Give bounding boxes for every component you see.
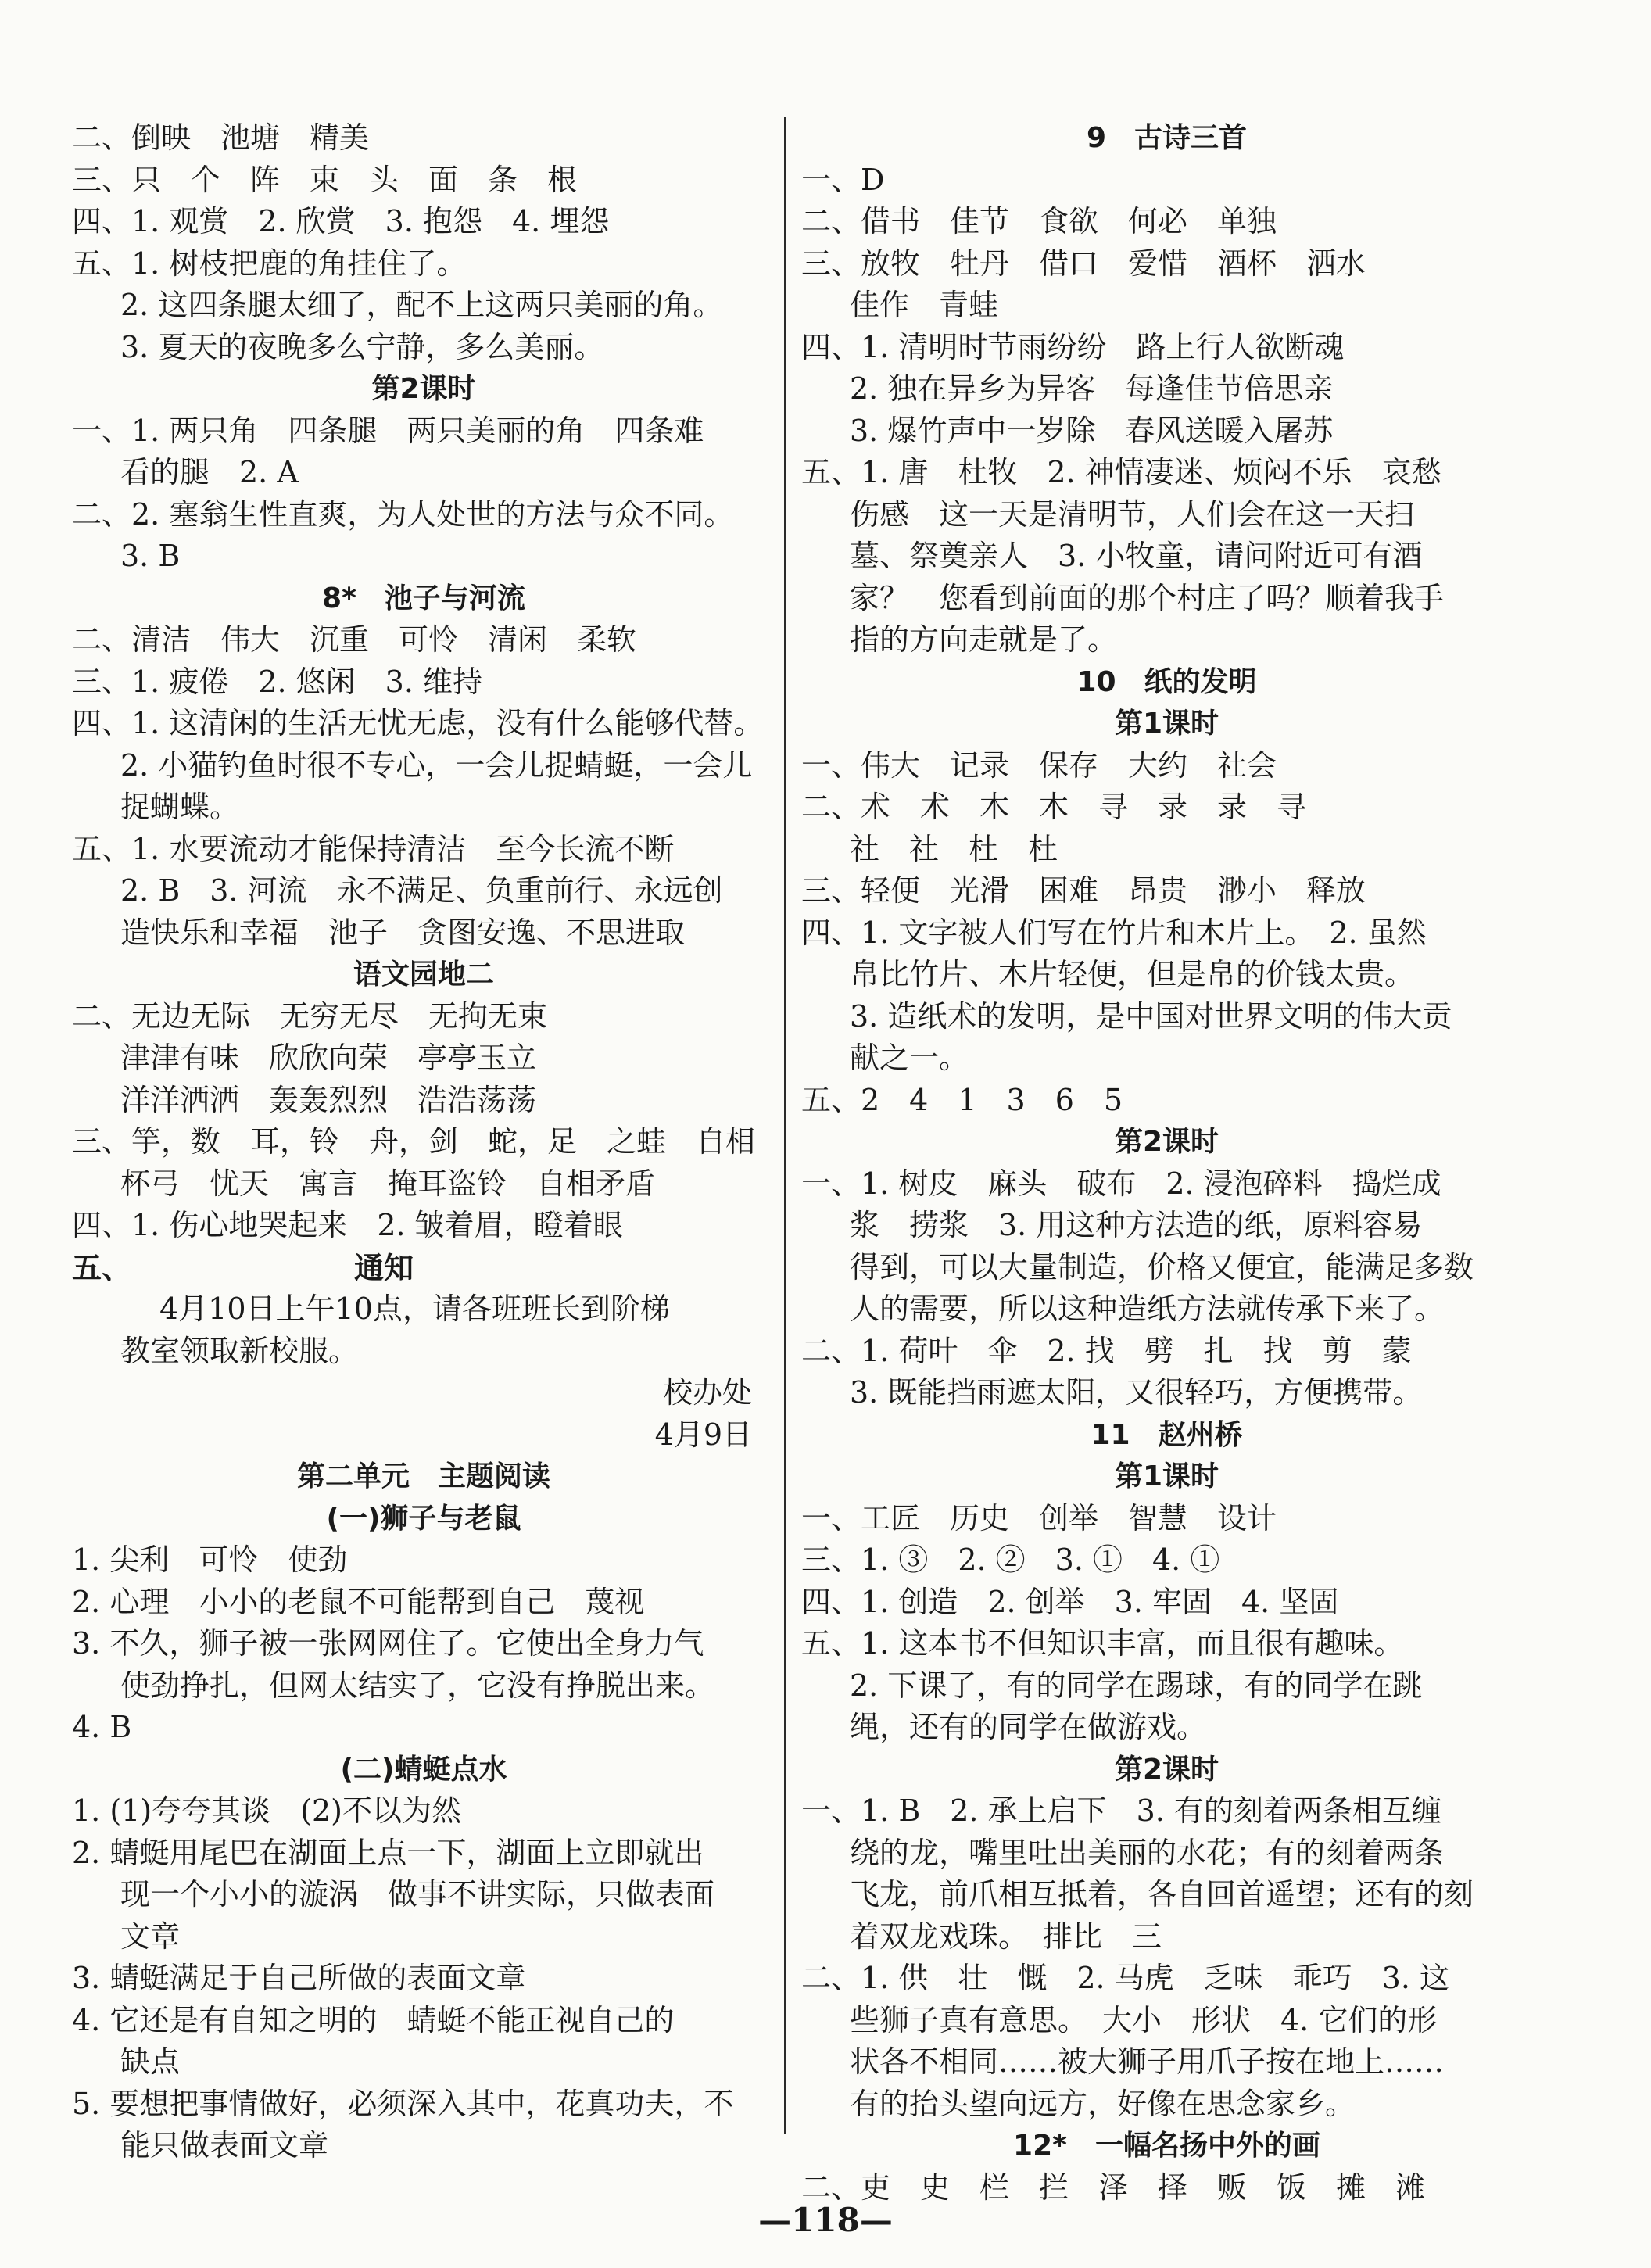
answer-line: 家？ 您看到前面的那个村庄了吗？顺着我手 [850,580,1445,615]
answer-line: 佳作 青蛙 [850,288,999,322]
answer-line: 四、1. 文字被人们写在竹片和木片上。 2. 虽然 [801,915,1427,950]
answer-line: 使劲挣扎，但网太结实了，它没有挣脱出来。 [120,1668,715,1703]
answer-line: 3. 夏天的夜晚多么宁静，多么美丽。 [120,329,604,364]
answer-line: 二、1. 荷叶 伞 2. 找 劈 扎 找 剪 蒙 [801,1333,1412,1368]
answer-line: 一、1. 两只角 四条腿 两只美丽的角 四条难 [72,413,704,448]
answer-line: 社 社 杜 杜 [850,831,1058,866]
answer-line: 2. 蜻蜓用尾巴在湖面上点一下，湖面上立即就出 [72,1835,704,1870]
answer-line: 二、1. 供 壮 慨 2. 马虎 乏味 乖巧 3. 这 [801,1961,1450,1995]
answer-line: 墓、祭奠亲人 3. 小牧童，请问附近可有酒 [850,539,1423,573]
answer-line: 五、1. 这本书不但知识丰富，而且很有趣味。 [801,1626,1404,1661]
answer-line: 五、 通知 [72,1249,414,1285]
section-heading: 第2课时 [1114,1753,1219,1786]
answer-line: 状各不相同……被大狮子用爪子按在地上…… [850,2044,1445,2079]
section-heading: 8* 池子与河流 [322,582,525,614]
answer-line: 4月10日上午10点，请各班班长到阶梯 [159,1292,670,1326]
section-heading: (二)蜻蜓点水 [340,1753,507,1786]
answer-line: 四、1. 观赏 2. 欣赏 3. 抱怨 4. 埋怨 [72,204,610,238]
answer-line: 绕的龙，嘴里吐出美丽的水花；有的刻着两条 [850,1835,1445,1870]
answer-line: 4. 它还是有自知之明的 蜻蜓不能正视自己的 [72,2002,675,2037]
section-heading: 语文园地二 [353,958,494,991]
answer-line: 2. 心理 小小的老鼠不可能帮到自己 蔑视 [72,1584,645,1619]
answer-line: 2. 这四条腿太细了，配不上这两只美丽的角。 [120,288,723,322]
answer-line: 绳，还有的同学在做游戏。 [850,1710,1207,1744]
answer-line: 帛比竹片、木片轻便，但是帛的价钱太贵。 [850,957,1415,991]
answer-line: 二、借书 佳节 食欲 何必 单独 [801,204,1277,238]
answer-line: 三、轻便 光滑 困难 昂贵 渺小 释放 [801,873,1366,908]
answer-line: 2. B 3. 河流 永不满足、负重前行、永远创 [120,873,723,908]
answer-line: 造快乐和幸福 池子 贪图安逸、不思进取 [120,915,686,950]
answer-line: 有的抬头望向远方，好像在思念家乡。 [850,2086,1356,2121]
right-column [801,117,1532,2209]
answer-line: 二、无边无际 无穷无尽 无拘无束 [72,998,548,1034]
answer-line: 1. (1)夸夸其谈 (2)不以为然 [72,1793,461,1828]
answer-line: 二、2. 塞翁生性直爽，为人处世的方法与众不同。 [72,496,734,532]
answer-line: 四、1. 清明时节雨纷纷 路上行人欲断魂 [801,329,1345,364]
answer-line: 二、清洁 伟大 沉重 可怜 清闲 柔软 [72,622,637,657]
answer-line: 三、1. 疲倦 2. 悠闲 3. 维持 [72,664,483,699]
answer-line: 4月9日 [654,1417,752,1452]
answer-line: 缺点 [120,2044,181,2079]
section-heading: 9 古诗三首 [1086,122,1248,154]
answer-line: 能只做表面文章 [120,2128,329,2162]
answer-line: 3. 造纸术的发明，是中国对世界文明的伟大贡 [850,998,1452,1034]
section-heading: 第1课时 [1114,708,1219,740]
answer-line: 着双龙戏珠。 排比 三 [850,1919,1162,1954]
column-divider [784,117,786,2134]
answer-line: 飞龙，前爪相互抵着，各自回首遥望；还有的刻 [850,1877,1474,1911]
answer-line: 一、1. B 2. 承上启下 3. 有的刻着两条相互缠 [801,1793,1441,1828]
answer-line: 五、1. 唐 杜牧 2. 神情凄迷、烦闷不乐 哀愁 [801,455,1441,489]
answer-line: 洋洋洒洒 轰轰烈烈 浩浩荡荡 [120,1082,537,1117]
answer-line: 1. 尖利 可怜 使劲 [72,1542,348,1577]
answer-line: 三、只 个 阵 束 头 面 条 根 [72,162,578,197]
answer-line: 津津有味 欣欣向荣 亭亭玉立 [120,1041,537,1075]
answer-line: 浆 捞浆 3. 用这种方法造的纸，原料容易 [850,1208,1423,1242]
answer-line: 一、1. 树皮 麻头 破布 2. 浸泡碎料 捣烂成 [801,1166,1441,1201]
answer-line: 教室领取新校服。 [120,1333,359,1368]
answer-line: 文章 [120,1919,181,1954]
answer-line: 指的方向走就是了。 [850,622,1118,657]
answer-line: 一、伟大 记录 保存 大约 社会 [801,747,1277,783]
answer-line: 校办处 [662,1375,752,1410]
answer-line: 三、竽，数 耳，铃 舟，剑 蛇，足 之蛙 自相 [72,1124,756,1159]
answer-line: 三、1. ③ 2. ② 3. ① 4. ① [801,1542,1220,1577]
answer-line: 3. 既能挡雨遮太阳，又很轻巧，方便携带。 [850,1375,1423,1410]
answer-line: 2. 小猫钓鱼时很不专心，一会儿捉蜻蜓，一会儿 [120,747,753,783]
answer-line: 四、1. 伤心地哭起来 2. 皱着眉，瞪着眼 [72,1208,623,1242]
answer-line: 人的需要，所以这种造纸方法就传承下来了。 [850,1292,1445,1326]
answer-line: 四、1. 这清闲的生活无忧无虑，没有什么能够代替。 [72,706,764,740]
answer-line: 4. B [72,1710,132,1744]
answer-line: 3. 不久，狮子被一张网网住了。它使出全身力气 [72,1626,704,1661]
answer-line: 一、D [801,162,885,197]
section-heading: (一)狮子与老鼠 [326,1502,521,1535]
answer-line: 献之一。 [850,1041,969,1075]
answer-line: 五、2 4 1 3 6 5 [801,1082,1123,1117]
answer-line: 得到，可以大量制造，价格又便宜，能满足多数 [850,1249,1474,1284]
answer-line: 伤感 这一天是清明节，人们会在这一天扫 [850,496,1415,532]
answer-line: 一、工匠 历史 创举 智慧 设计 [801,1500,1277,1535]
answer-line: 杯弓 忧天 寓言 掩耳盗铃 自相矛盾 [120,1166,656,1201]
section-heading: 第2课时 [1114,1126,1219,1158]
answer-line: 2. 独在异乡为异客 每逢佳节倍思亲 [850,371,1334,406]
answer-line: 些狮子真有意思。 大小 形状 4. 它们的形 [850,2002,1438,2037]
left-column [72,117,775,2167]
section-heading: 第2课时 [371,373,476,405]
answer-line: 二、术 术 木 木 寻 录 录 寻 [801,790,1307,824]
section-heading: 10 纸的发明 [1076,665,1257,698]
answer-line: 四、1. 创造 2. 创举 3. 牢固 4. 坚固 [801,1584,1339,1619]
answer-line: 二、倒映 池塘 精美 [72,120,370,155]
answer-line: 3. 蜻蜓满足于自己所做的表面文章 [72,1961,526,1995]
answer-line: 5. 要想把事情做好，必须深入其中，花真功夫，不 [72,2086,734,2121]
section-heading: 12* 一幅名扬中外的画 [1013,2130,1320,2162]
answer-line: 五、1. 树枝把鹿的角挂住了。 [72,245,467,281]
answer-line: 捉蝴蝶。 [120,790,240,824]
answer-line: 3. B [120,539,181,573]
answer-line: 三、放牧 牡丹 借口 爱惜 酒杯 洒水 [801,245,1366,281]
answer-line: 3. 爆竹声中一岁除 春风送暖入屠苏 [850,413,1334,448]
answer-line: 现一个小小的漩涡 做事不讲实际，只做表面 [120,1877,715,1911]
section-heading: 第二单元 主题阅读 [296,1460,550,1492]
answer-line: 2. 下课了，有的同学在踢球，有的同学在跳 [850,1668,1423,1703]
answer-line: 看的腿 2. A [120,455,299,489]
answer-line: 二、吏 史 栏 拦 泽 择 贩 饭 摊 滩 [801,2169,1426,2205]
section-heading: 11 赵州桥 [1091,1418,1243,1451]
answer-line: 五、1. 水要流动才能保持清洁 至今长流不断 [72,831,675,866]
page-number: —118— [758,2201,893,2239]
section-heading: 第1课时 [1114,1460,1219,1492]
